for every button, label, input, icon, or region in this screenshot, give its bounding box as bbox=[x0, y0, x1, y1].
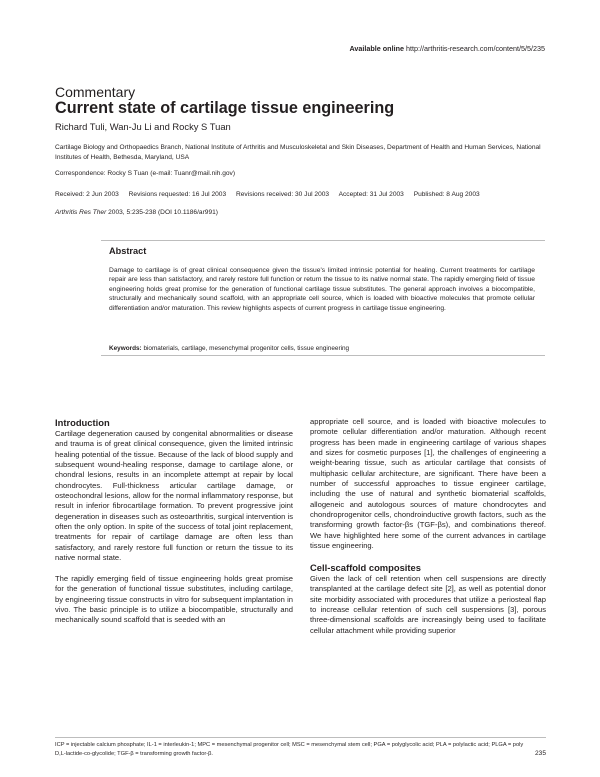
citation-journal: Arthritis Res Ther bbox=[55, 209, 107, 216]
abstract-box bbox=[101, 240, 545, 356]
abbreviations-footnote: ICP = injectable calcium phosphate; IL-1 = interleukin-1; MPC = mesenchymal progenitor cell; MSC = mesenchymal stem cell; PGA = polyglycolic acid; PLA = polylactic acid; PLGA = poly D,L-lactide-co-glycolide; TGF-β = transforming growth factor-β. bbox=[55, 742, 524, 757]
cell-scaffold-paragraph-1: Given the lack of cell retention when cell suspensions are directly transplanted at the cartilage defect site [2], as well as potential donor site morbidity associated with procedures that utilize a periosteal flap to increase cellular retention of such cell suspensions [3], porous three-dimensional scaffolds are increasingly being used to facilitate cellular attachment while providing superior bbox=[310, 573, 546, 635]
abstract-heading: Abstract bbox=[109, 246, 147, 256]
introduction-paragraph-continued: appropriate cell source, and is loaded with bioactive molecules to promote cellular differentiation and/or maturation. Although recent progress has been made in engineering cartilage of various shapes and sizes for cosmetic purposes [1], the challenges of engineering a weight-bearing tissue, such as articular cartilage that consists of multiphasic cellular architecture, are significant. There have been a number of successful approaches to tissue engineer cartilage, including the use of natural and synthetic biomaterial scaffolds, allogeneic and autologous sources of mature chondrocytes and chondroprogenitor cells, chondroinductive growth factors, such as the transforming growth factor-βs (TGF-βs), and combinations thereof. We have highlighted here some of the current advances in cartilage tissue engineering. bbox=[310, 417, 546, 551]
author-list: Richard Tuli, Wan-Ju Li and Rocky S Tuan bbox=[55, 121, 231, 132]
accepted-date: Accepted: 31 Jul 2003 bbox=[338, 191, 404, 198]
body-column-left bbox=[55, 417, 293, 626]
journal-url-header bbox=[350, 44, 546, 53]
revisions-requested-date: Revisions requested: 16 Jul 2003 bbox=[128, 191, 227, 198]
keywords-line bbox=[109, 345, 349, 352]
author-affiliation: Cartilage Biology and Orthopaedics Branch, National Institute of Arthritis and Musculoskeletal and Skin Diseases, Department of Health and Human Services, National Institutes of Health, Bethesda, Maryland, USA bbox=[55, 144, 541, 161]
cell-scaffold-heading: Cell-scaffold composites bbox=[310, 561, 421, 573]
revisions-received-date: Revisions received: 30 Jul 2003 bbox=[236, 191, 330, 198]
published-date: Published: 8 Aug 2003 bbox=[413, 191, 480, 198]
introduction-paragraph-2: The rapidly emerging field of tissue engineering holds great promise for the generation of functional tissue substitutes, including cartilage, by engineering tissue constructs in vitro for subsequent implantation in vivo. The basic principle is to utilize a biocompatible, structurally and mechanically sound scaffold that is seeded with an bbox=[55, 573, 293, 625]
footnote-divider bbox=[55, 737, 546, 738]
article-url-link[interactable]: http://arthritis-research.com/content/5/5/235 bbox=[405, 44, 545, 53]
citation-details: 2003, 5:235-238 (DOI 10.1186/ar991) bbox=[106, 209, 218, 216]
available-online-label: Available online bbox=[349, 44, 404, 53]
abstract-text: Damage to cartilage is of great clinical consequence given the tissue's limited intrinsic potential for healing. Current treatments for cartilage repair are less than satisfactory, and rarely restore full function or return the tissue to its native normal state. The rapidly emerging field of tissue engineering holds great promise for the generation of functional cartilage tissue substitutes. The general approach involves a biocompatible, structurally and mechanically sound scaffold, with an appropriate cell source, which is loaded with bioactive molecules that promote cellular differentiation and/or maturation. This review highlights aspects of current progress in cartilage tissue engineering. bbox=[109, 267, 535, 312]
page-number: 235 bbox=[534, 750, 546, 757]
introduction-paragraph-1: Cartilage degeneration caused by congenital abnormalities or disease and trauma is of great clinical consequence, given the limited intrinsic healing potential of the tissue. Because of the lack of blood supply and subsequent wound-healing response, damage to cartilage alone, or chondral lesions, results in an incomplete attempt at repair by local chondrocytes. Full-thickness articular cartilage damage, or osteochondral lesions, allow for the normal inflammatory response, but result in inferior fibrocartilage formation. To prevent progressive joint degeneration in diseases such as osteoarthritis, surgical intervention is often the only option. In spite of the success of total joint replacement, treatments for repair of cartilage damage are often less than satisfactory, and rarely restore full function or return the tissue to its native normal state. bbox=[55, 429, 293, 563]
correspondence-line: Correspondence: Rocky S Tuan (e-mail: Tuanr@mail.nih.gov) bbox=[55, 170, 236, 177]
body-column-right bbox=[310, 417, 546, 636]
introduction-heading: Introduction bbox=[55, 417, 110, 428]
keywords-list: biomaterials, cartilage, mesenchymal progenitor cells, tissue engineering bbox=[141, 345, 350, 352]
keywords-label: Keywords: bbox=[109, 345, 142, 352]
article-type-label: Commentary bbox=[55, 84, 136, 100]
received-date: Received: 2 Jun 2003 bbox=[55, 191, 119, 198]
publication-dates bbox=[55, 191, 488, 198]
article-title: Current state of cartilage tissue engineering bbox=[55, 99, 395, 117]
citation-line bbox=[55, 209, 218, 216]
